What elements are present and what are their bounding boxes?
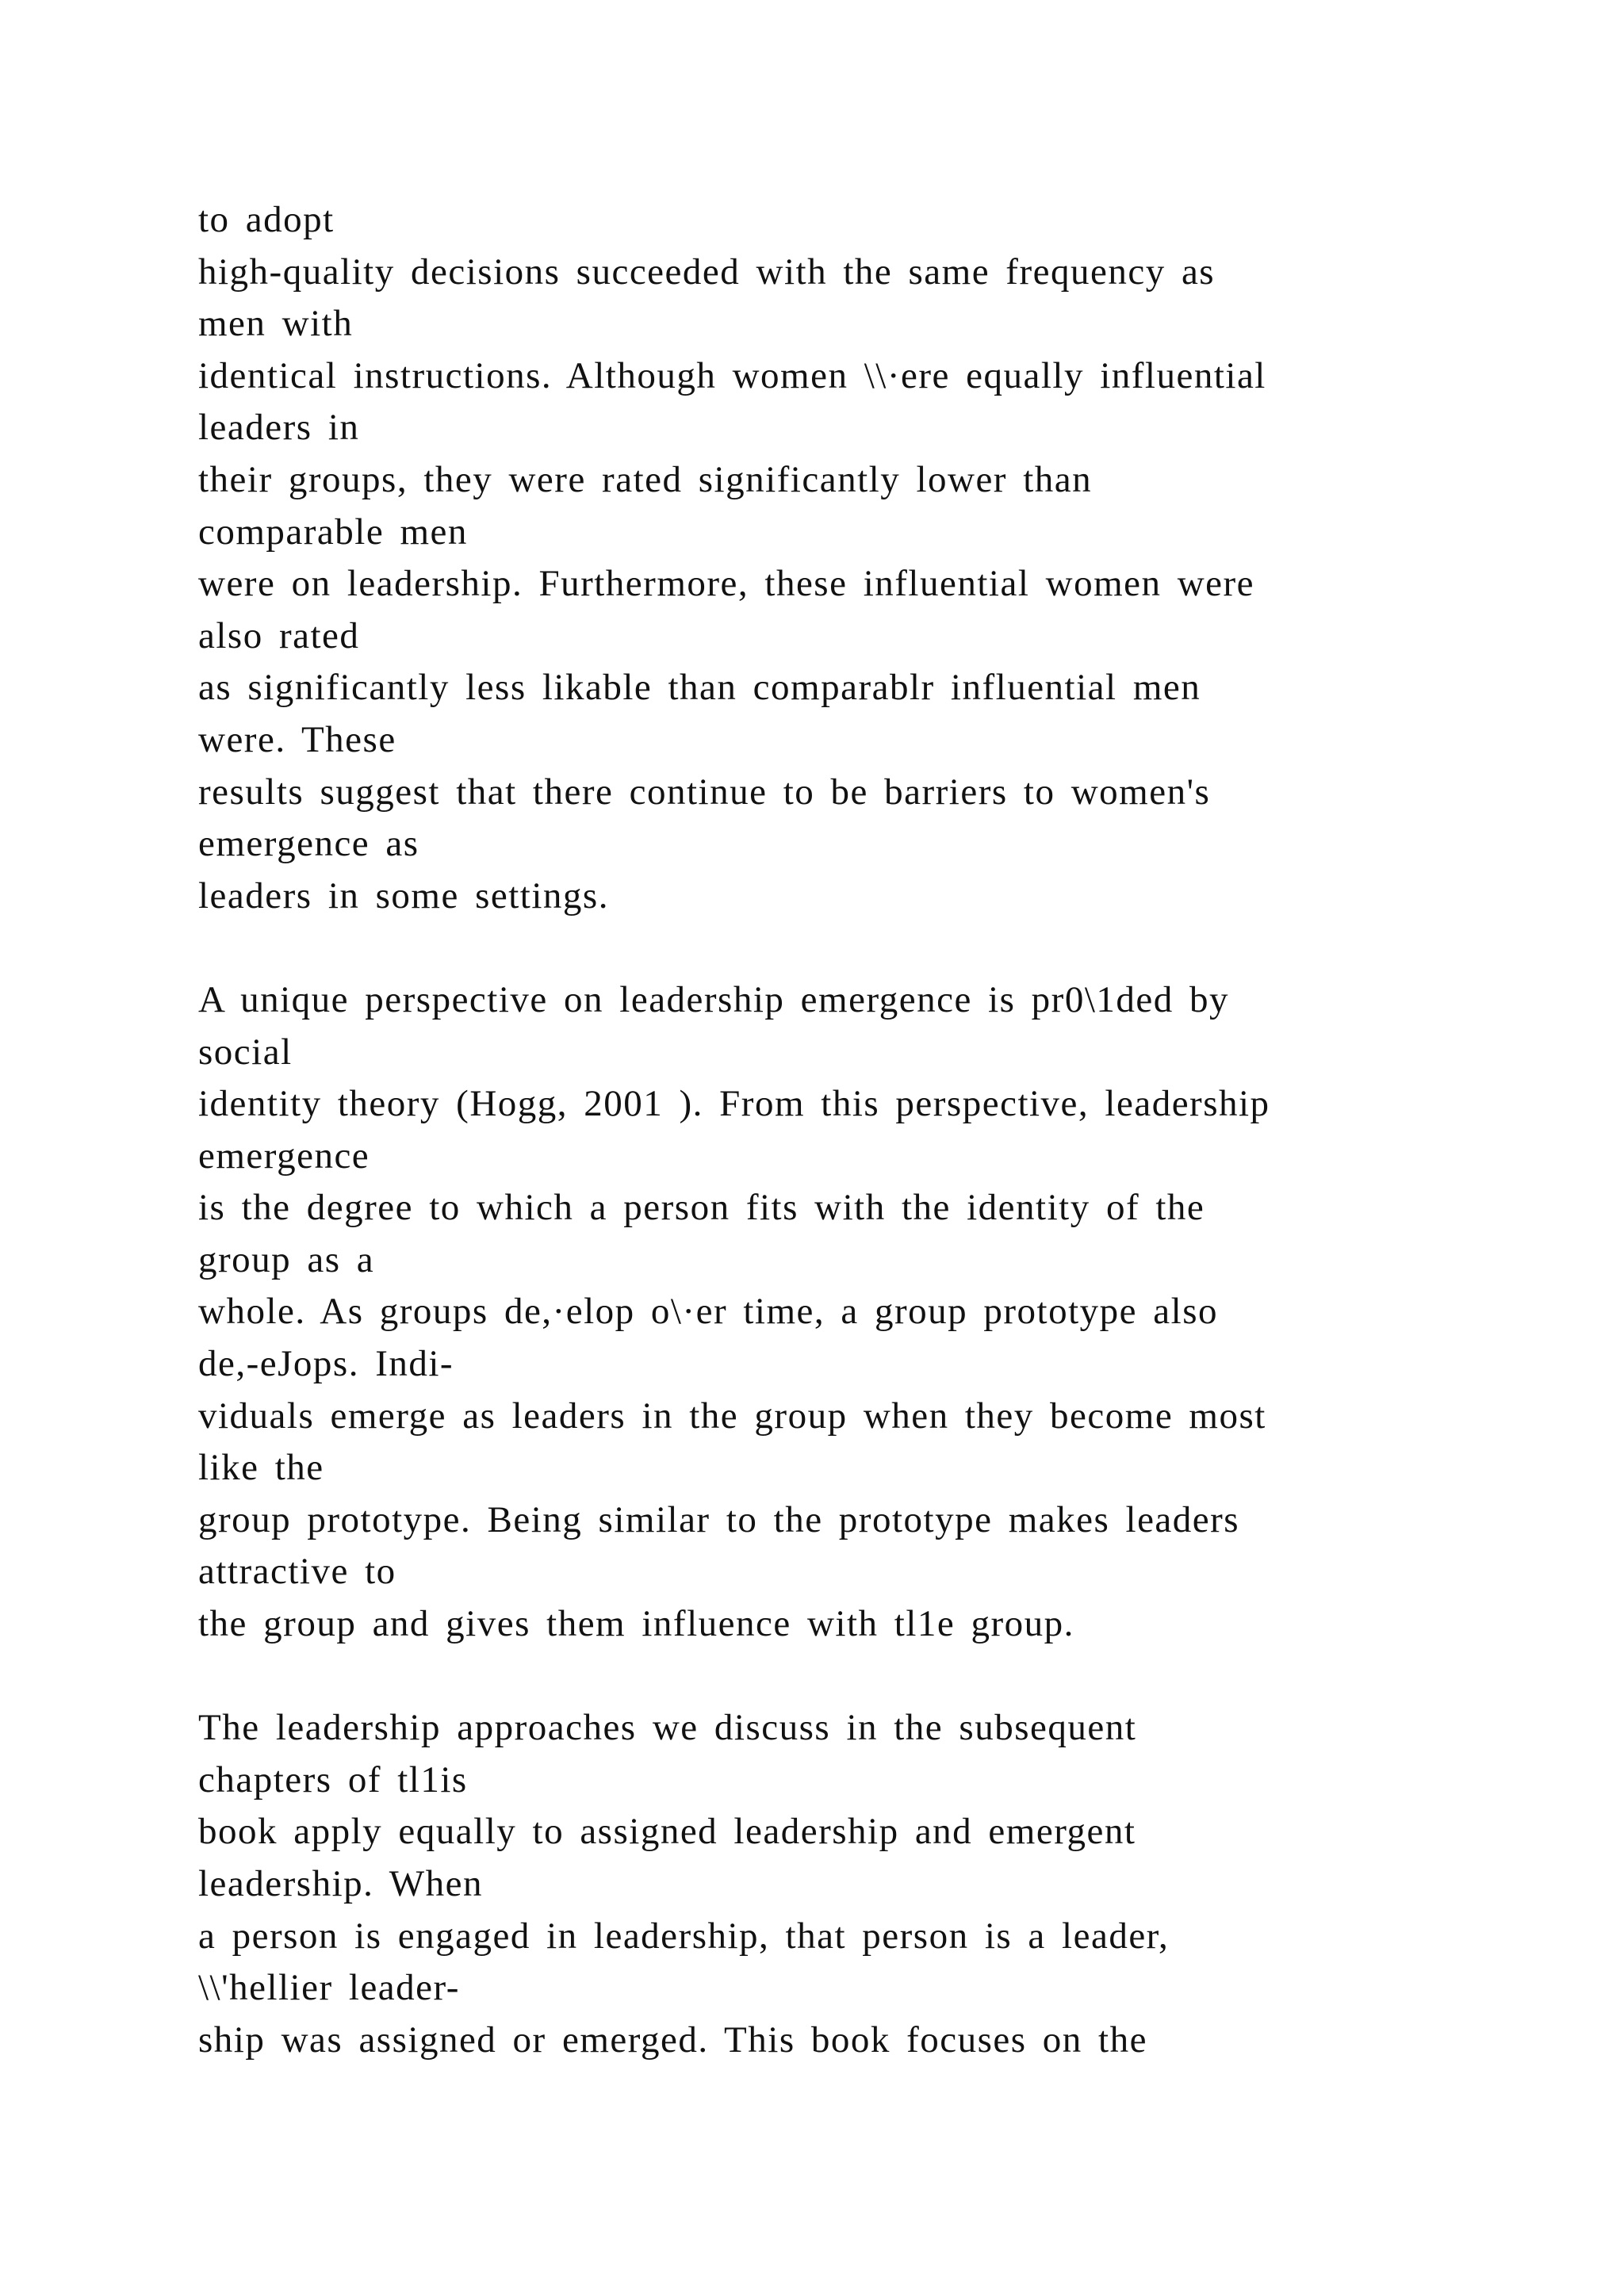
- text-line: were. These: [198, 718, 396, 760]
- text-line: leadership. When: [198, 1863, 484, 1904]
- text-line: like the: [198, 1447, 324, 1489]
- text-line: to adopt: [198, 199, 335, 240]
- text-line: de,-eJops. Indi-: [198, 1343, 454, 1385]
- text-line: the group and gives them influence with tl1e group.: [198, 1603, 1074, 1645]
- text-line: a person is engaged in leadership, that person is a leader,: [198, 1915, 1170, 1957]
- text-line: comparable men: [198, 511, 468, 553]
- text-line: ship was assigned or emerged. This book focuses on the: [198, 2019, 1147, 2061]
- paragraph-spacer: [198, 1651, 1467, 1703]
- text-line: chapters of tl1is: [198, 1758, 468, 1800]
- paragraph: [198, 1702, 1467, 2066]
- text-line: as significantly less likable than comparablr influential men: [198, 667, 1201, 709]
- text-line: social: [198, 1031, 293, 1073]
- text-line: emergence: [198, 1135, 370, 1177]
- text-line: men with: [198, 303, 354, 345]
- text-line: is the degree to which a person fits with the identity of the: [198, 1187, 1205, 1229]
- text-line: viduals emerge as leaders in the group when they become most: [198, 1395, 1266, 1437]
- paragraph: [198, 194, 1467, 922]
- paragraph-spacer: [198, 922, 1467, 974]
- text-line: leaders in: [198, 407, 360, 449]
- text-line: leaders in some settings.: [198, 874, 609, 916]
- text-line: high-quality decisions succeeded with the same frequency as: [198, 251, 1216, 293]
- text-line: \\'hellier leader-: [198, 1967, 460, 2009]
- text-line: identical instructions. Although women \\·ere equally influential: [198, 354, 1266, 396]
- text-line: emergence as: [198, 823, 419, 865]
- text-line: whole. As groups de,·elop o\·er time, a group prototype also: [198, 1291, 1218, 1333]
- text-line: A unique perspective on leadership emergence is pr0\1ded by: [198, 978, 1229, 1020]
- text-line: attractive to: [198, 1551, 396, 1593]
- text-line: results suggest that there continue to be barriers to women's: [198, 771, 1211, 813]
- text-line: book apply equally to assigned leadership and emergent: [198, 1811, 1136, 1853]
- text-line: their groups, they were rated significantly lower than: [198, 458, 1093, 500]
- document-body: [198, 194, 1467, 2066]
- text-line: identity theory (Hogg, 2001 ). From this perspective, leadership: [198, 1083, 1270, 1125]
- text-line: also rated: [198, 614, 360, 656]
- text-line: The leadership approaches we discuss in the subsequent: [198, 1707, 1137, 1749]
- text-line: were on leadership. Furthermore, these influential women were: [198, 563, 1255, 605]
- text-line: group prototype. Being similar to the prototype makes leaders: [198, 1498, 1240, 1540]
- text-line: group as a: [198, 1238, 375, 1280]
- paragraph: [198, 974, 1467, 1651]
